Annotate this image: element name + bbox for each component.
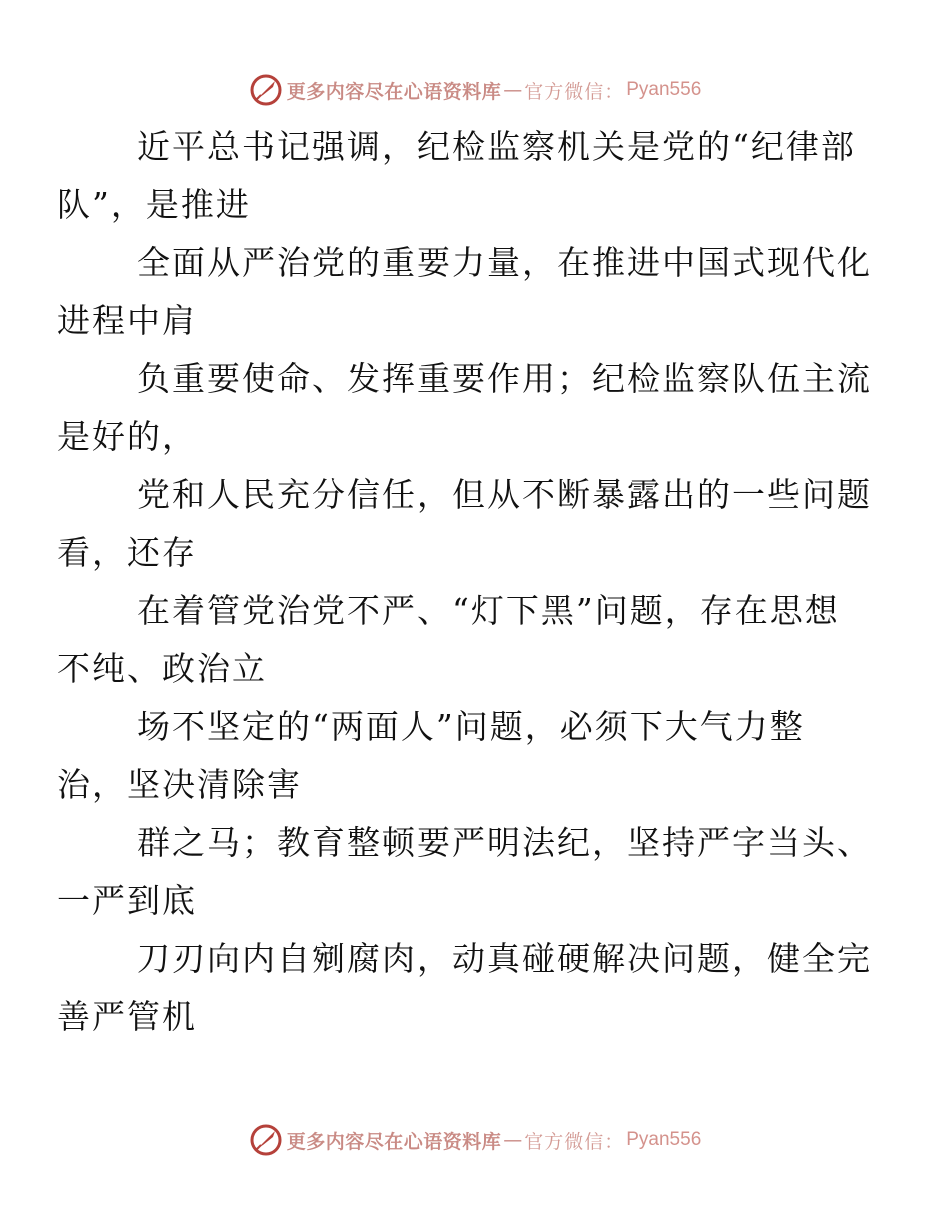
quill-pen-icon [249, 73, 283, 107]
paragraph-line: 刀刃向内自剜腐肉，动真碰硬解决问题，健全完 [137, 939, 872, 978]
banner-wechat-id: Pyan556 [626, 1129, 702, 1150]
paragraph-line: 群之马；教育整顿要严明法纪，坚持严字当头、 [137, 823, 872, 862]
paragraph-4 [57, 466, 872, 582]
banner-main-text: 更多内容尽在心语资料库 [286, 80, 502, 103]
paragraph-line: 近平总书记强调，纪检监察机关是党的“纪律部 [137, 127, 856, 166]
paragraph-line: 党和人民充分信任，但从不断暴露出的一些问题 [137, 475, 872, 514]
paragraph-line: 是好的， [57, 417, 197, 456]
paragraph-3 [57, 350, 872, 466]
paragraph-8 [57, 930, 872, 1046]
paragraph-line: 在着管党治党不严、“灯下黑”问题，存在思想 [137, 591, 840, 630]
paragraph-line: 负重要使命、发挥重要作用；纪检监察队伍主流 [137, 359, 872, 398]
paragraph-5 [57, 582, 857, 698]
banner-separator: — [503, 79, 523, 101]
paragraph-line: 一严到底 [57, 881, 197, 920]
paragraph-2 [57, 234, 872, 350]
paragraph-6 [57, 698, 857, 814]
header-banner [0, 70, 950, 110]
paragraph-line: 队”，是推进 [57, 185, 251, 224]
banner-wechat-id: Pyan556 [626, 79, 702, 100]
banner-wechat-label: 官方微信： [524, 80, 625, 103]
paragraph-line: 进程中肩 [57, 301, 197, 340]
paragraph-7 [57, 814, 872, 930]
paragraph-line: 看，还存 [57, 533, 197, 572]
banner-wechat-label: 官方微信： [524, 1130, 625, 1153]
quill-pen-icon [249, 1123, 283, 1157]
banner-separator: — [503, 1129, 523, 1151]
paragraph-line: 不纯、政治立 [57, 649, 267, 688]
paragraph-line: 善严管机 [57, 997, 197, 1036]
paragraph-1 [57, 118, 857, 234]
paragraph-line: 场不坚定的“两面人”问题，必须下大气力整 [137, 707, 805, 746]
document-body [57, 118, 872, 1046]
paragraph-line: 全面从严治党的重要力量，在推进中国式现代化 [137, 243, 872, 282]
footer-banner [0, 1120, 950, 1160]
paragraph-line: 治，坚决清除害 [57, 765, 302, 804]
banner-main-text: 更多内容尽在心语资料库 [286, 1130, 502, 1153]
